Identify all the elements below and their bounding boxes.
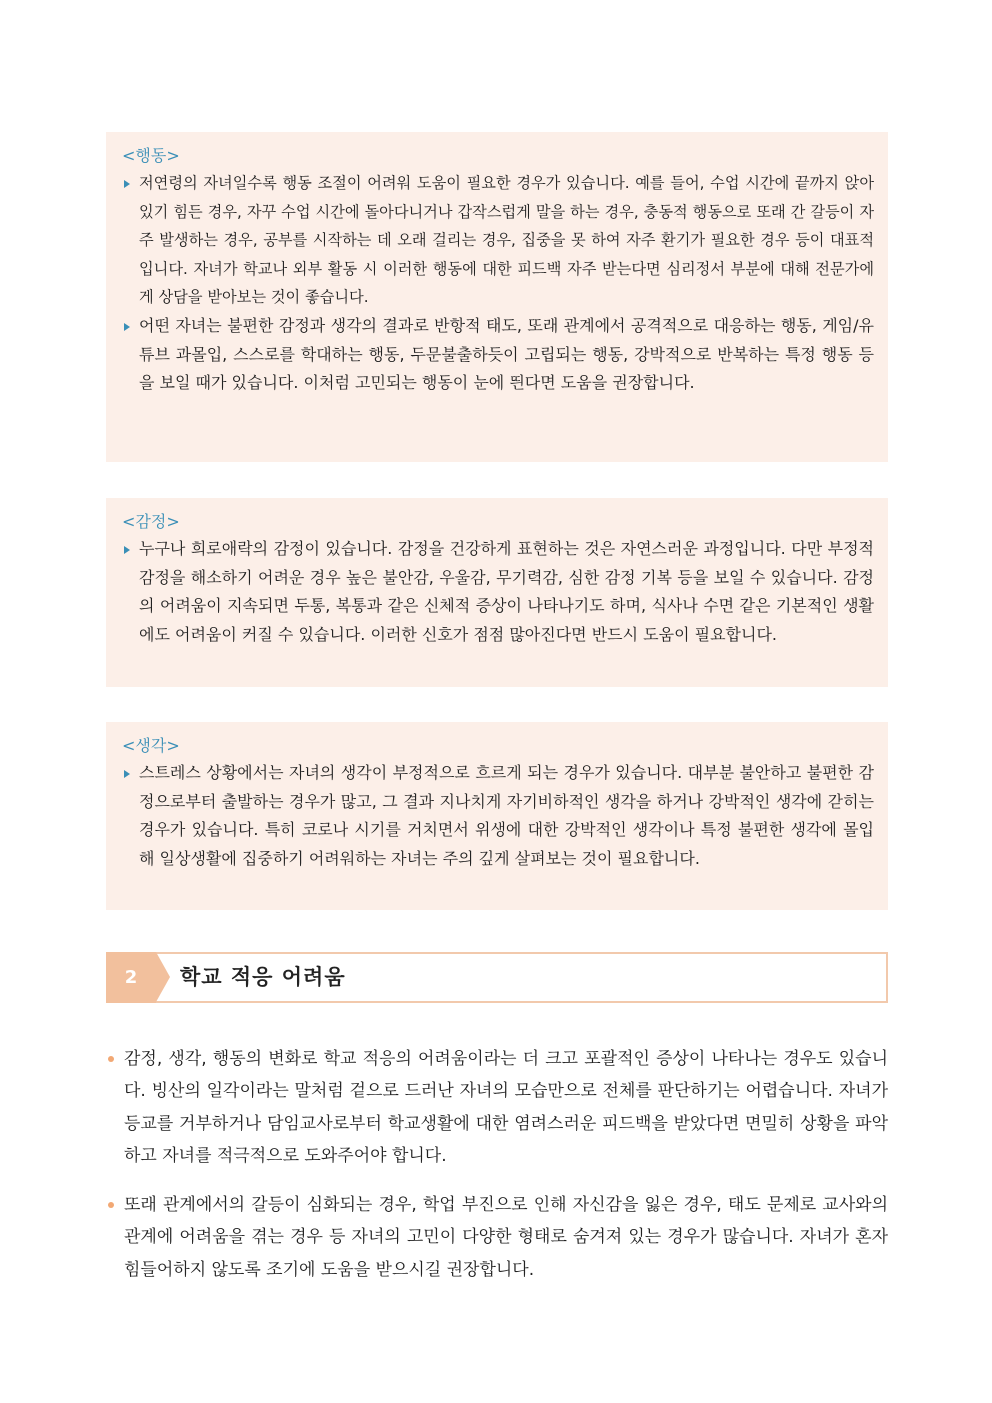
triangle-bullet-icon (124, 323, 130, 331)
dot-bullet-icon (108, 1056, 114, 1062)
paragraph-2-text: 또래 관계에서의 갈등이 심화되는 경우, 학업 부진으로 인해 자신감을 잃은 경우, 태도 문제로 교사와의 관계에 어려움을 겪는 경우 등 자녀의 고민이 다양한 형태로 숨겨져 있는 경우가 많습니다. 자녀가 혼자 힘들어하지 않도록 조기에 도움을 받으시길 권장합니다. (124, 1195, 888, 1280)
behavior-item-2-text: 어떤 자녀는 불편한 감정과 생각의 결과로 반항적 태도, 또래 관계에서 공격적으로 대응하는 행동, 게임/유튜브 과몰입, 스스로를 학대하는 행동, 두문불출하듯이 고립되는 행동, 강박적으로 반복하는 특정 행동 등을 보일 때가 있습니다. 이처럼 고민되는 행동이 눈에 띈다면 도움을 권장합니다. (139, 315, 874, 393)
triangle-bullet-icon (124, 180, 130, 188)
behavior-box (106, 132, 888, 462)
paragraph-1-text: 감정, 생각, 행동의 변화로 학교 적응의 어려움이라는 더 크고 포괄적인 증상이 나타나는 경우도 있습니다. 빙산의 일각이라는 말처럼 겉으로 드러난 자녀의 모습만으로 전체를 판단하기는 어렵습니다. 자녀가 등교를 거부하거나 담임교사로부터 학교생활에 대한 염려스러운 피드백을 받았다면 면밀히 상황을 파악하고 자녀를 적극적으로 도와주어야 합니다. (124, 1049, 888, 1167)
behavior-item-1-text: 저연령의 자녀일수록 행동 조절이 어려워 도움이 필요한 경우가 있습니다. 예를 들어, 수업 시간에 끝까지 앉아 있기 힘든 경우, 자꾸 수업 시간에 돌아다니거나 갑작스럽게 말을 하는 경우, 충동적 행동으로 또래 간 갈등이 자주 발생하는 경우, 공부를 시작하는 데 오래 걸리는 경우, 집중을 못 하여 자주 환기가 필요한 경우 등이 대표적입니다. 자녀가 학교나 외부 활동 시 이러한 행동에 대한 피드백 자주 받는다면 심리정서 부분에 대해 전문가에게 상담을 받아보는 것이 좋습니다. (139, 174, 874, 307)
emotion-item-1 (122, 535, 874, 649)
section-header (106, 952, 888, 1003)
triangle-bullet-icon (124, 770, 130, 778)
thought-item-1-text: 스트레스 상황에서는 자녀의 생각이 부정적으로 흐르게 되는 경우가 있습니다. 대부분 불안하고 불편한 감정으로부터 출발하는 경우가 많고, 그 결과 지나치게 자기비하적인 생각을 하거나 강박적인 생각에 갇히는 경우가 있습니다. 특히 코로나 시기를 거치면서 위생에 대한 강박적인 생각이나 특정 불편한 생각에 몰입해 일상생활에 집중하기 어려워하는 자녀는 주의 깊게 살펴보는 것이 필요합니다. (139, 763, 874, 868)
dot-bullet-icon (108, 1202, 114, 1208)
thought-item-1 (122, 759, 874, 873)
emotion-box (106, 498, 888, 687)
emotion-title: <감정> (122, 512, 180, 531)
paragraph-1 (106, 1043, 888, 1173)
arrow-right-icon (156, 952, 170, 1002)
triangle-bullet-icon (124, 546, 130, 554)
thought-title: <생각> (122, 736, 180, 755)
section-title: 학교 적응 어려움 (180, 965, 346, 989)
behavior-title: <행동> (122, 146, 180, 165)
behavior-item-1 (122, 169, 874, 312)
section-number: 2 (106, 952, 156, 1003)
paragraph-2 (106, 1189, 888, 1286)
emotion-item-1-text: 누구나 희로애락의 감정이 있습니다. 감정을 건강하게 표현하는 것은 자연스러운 과정입니다. 다만 부정적 감정을 해소하기 어려운 경우 높은 불안감, 우울감, 무기력감, 심한 감정 기복 등을 보일 수 있습니다. 감정의 어려움이 지속되면 두통, 복통과 같은 신체적 증상이 나타나기도 하며, 식사나 수면 같은 기본적인 생활에도 어려움이 커질 수 있습니다. 이러한 신호가 점점 많아진다면 반드시 도움이 필요합니다. (139, 539, 874, 644)
behavior-item-2 (122, 312, 874, 398)
thought-box (106, 722, 888, 910)
